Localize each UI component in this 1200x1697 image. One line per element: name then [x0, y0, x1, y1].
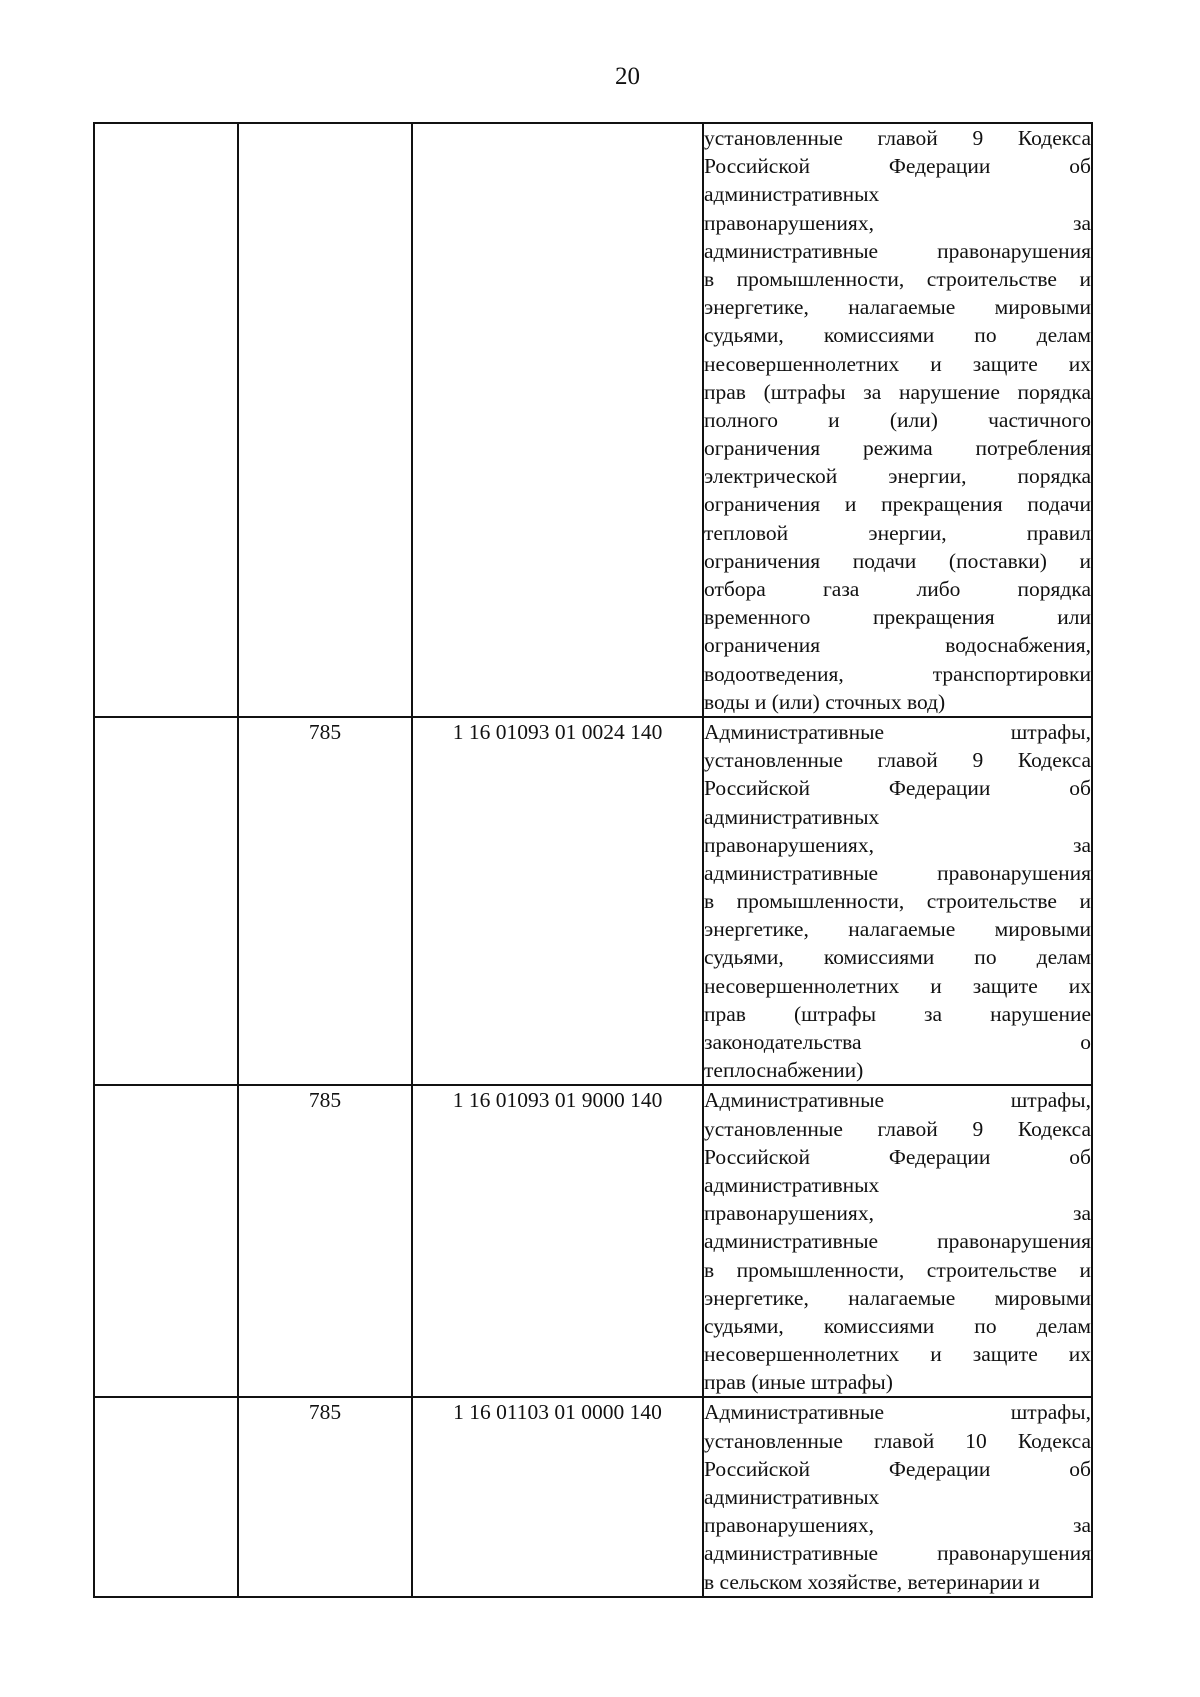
description-line: правонарушениях, за [704, 832, 1091, 857]
description-line: административные правонарушения [704, 238, 1091, 263]
description-line: несовершеннолетних и защите их [704, 351, 1091, 376]
kbk-code-cell: 1 16 01103 01 0000 140 [412, 1397, 703, 1596]
description-line: Административные штрафы, [704, 719, 1091, 744]
table-row [94, 123, 1092, 717]
description-line: Административные штрафы, [704, 1400, 1091, 1425]
description-line: правонарушениях, за [704, 1513, 1091, 1538]
table-cell-empty [94, 1085, 238, 1397]
description-line: административных [704, 182, 880, 207]
description-line: административные правонарушения [704, 1229, 1091, 1254]
income-description-cell [703, 1397, 1092, 1596]
description-line: судьями, комиссиями по делам [704, 1313, 1091, 1338]
description-line: установленные главой 9 Кодекса [704, 1116, 1091, 1141]
description-line: административных [704, 1485, 880, 1509]
table-row [94, 717, 1092, 1085]
description-line: тепловой энергии, правил [704, 520, 1091, 545]
description-line: в промышленности, строительстве и [704, 266, 1091, 291]
description-line: в сельском хозяйстве, ветеринарии и [704, 1569, 1040, 1594]
description-line: теплоснабжении) [704, 1058, 864, 1083]
description-line: Российской Федерации об [704, 154, 1091, 179]
description-line: энергетике, налагаемые мировыми [704, 295, 1091, 320]
description-line: судьями, комиссиями по делам [704, 945, 1091, 970]
description-line: административных [704, 1172, 880, 1197]
kbk-code-cell: 1 16 01093 01 9000 140 [412, 1085, 703, 1397]
kbk-code-cell: 1 16 01093 01 0024 140 [412, 717, 703, 1085]
table-cell-empty [94, 1397, 238, 1596]
description-line: в промышленности, строительстве и [704, 889, 1091, 914]
description-line: ограничения и прекращения подачи [704, 492, 1091, 517]
description-line: водоотведения, транспортировки [704, 661, 1091, 686]
description-line: ограничения подачи (поставки) и [704, 548, 1091, 573]
table-row [94, 1085, 1092, 1397]
description-line: несовершеннолетних и защите их [704, 973, 1091, 998]
page-number: 20 [615, 63, 640, 90]
description-line: энергетике, налагаемые мировыми [704, 1285, 1091, 1310]
table-body [94, 123, 1092, 1597]
admin-code-cell: 785 [238, 1085, 412, 1397]
description-line: несовершеннолетних и защите их [704, 1342, 1091, 1367]
income-description-cell [703, 123, 1092, 717]
description-line: административные правонарушения [704, 1541, 1091, 1566]
description-line: административные правонарушения [704, 860, 1091, 885]
description-line: ограничения режима потребления [704, 436, 1091, 461]
description-line: законодательства о [704, 1030, 1091, 1054]
table-cell-empty [94, 123, 238, 717]
description-line: установленные главой 9 Кодекса [704, 748, 1091, 773]
description-line: прав (штрафы за нарушение [704, 1001, 1091, 1026]
description-line: электрической энергии, порядка [704, 464, 1091, 489]
description-line: установленные главой 10 Кодекса [704, 1428, 1091, 1453]
description-line: отбора газа либо порядка [704, 577, 1091, 601]
description-line: административных [704, 804, 880, 829]
description-line: временного прекращения или [704, 605, 1091, 630]
description-line: прав (штрафы за нарушение порядка [704, 379, 1091, 404]
admin-code-cell: 785 [238, 1397, 412, 1596]
description-line: Российской Федерации об [704, 1456, 1091, 1481]
description-line: воды и (или) сточных вод) [704, 689, 946, 714]
description-line: ограничения водоснабжения, [704, 633, 1091, 658]
description-line: установленные главой 9 Кодекса [704, 126, 1091, 150]
income-description-cell [703, 717, 1092, 1085]
description-line: прав (иные штрафы) [704, 1370, 893, 1395]
table-row [94, 1397, 1092, 1596]
description-line: Российской Федерации об [704, 1144, 1091, 1169]
budget-classification-table [93, 122, 1093, 1598]
description-line: Российской Федерации об [704, 776, 1091, 801]
admin-code-cell [238, 123, 412, 717]
description-line: в промышленности, строительстве и [704, 1257, 1091, 1282]
table-cell-empty [94, 717, 238, 1085]
description-line: правонарушениях, за [704, 210, 1091, 235]
income-description-cell [703, 1085, 1092, 1397]
kbk-code-cell [412, 123, 703, 717]
description-line: Административные штрафы, [704, 1088, 1091, 1113]
admin-code-cell: 785 [238, 717, 412, 1085]
description-line: судьями, комиссиями по делам [704, 323, 1091, 348]
description-line: энергетике, налагаемые мировыми [704, 917, 1091, 942]
description-line: полного и (или) частичного [704, 407, 1091, 432]
description-line: правонарушениях, за [704, 1201, 1091, 1226]
